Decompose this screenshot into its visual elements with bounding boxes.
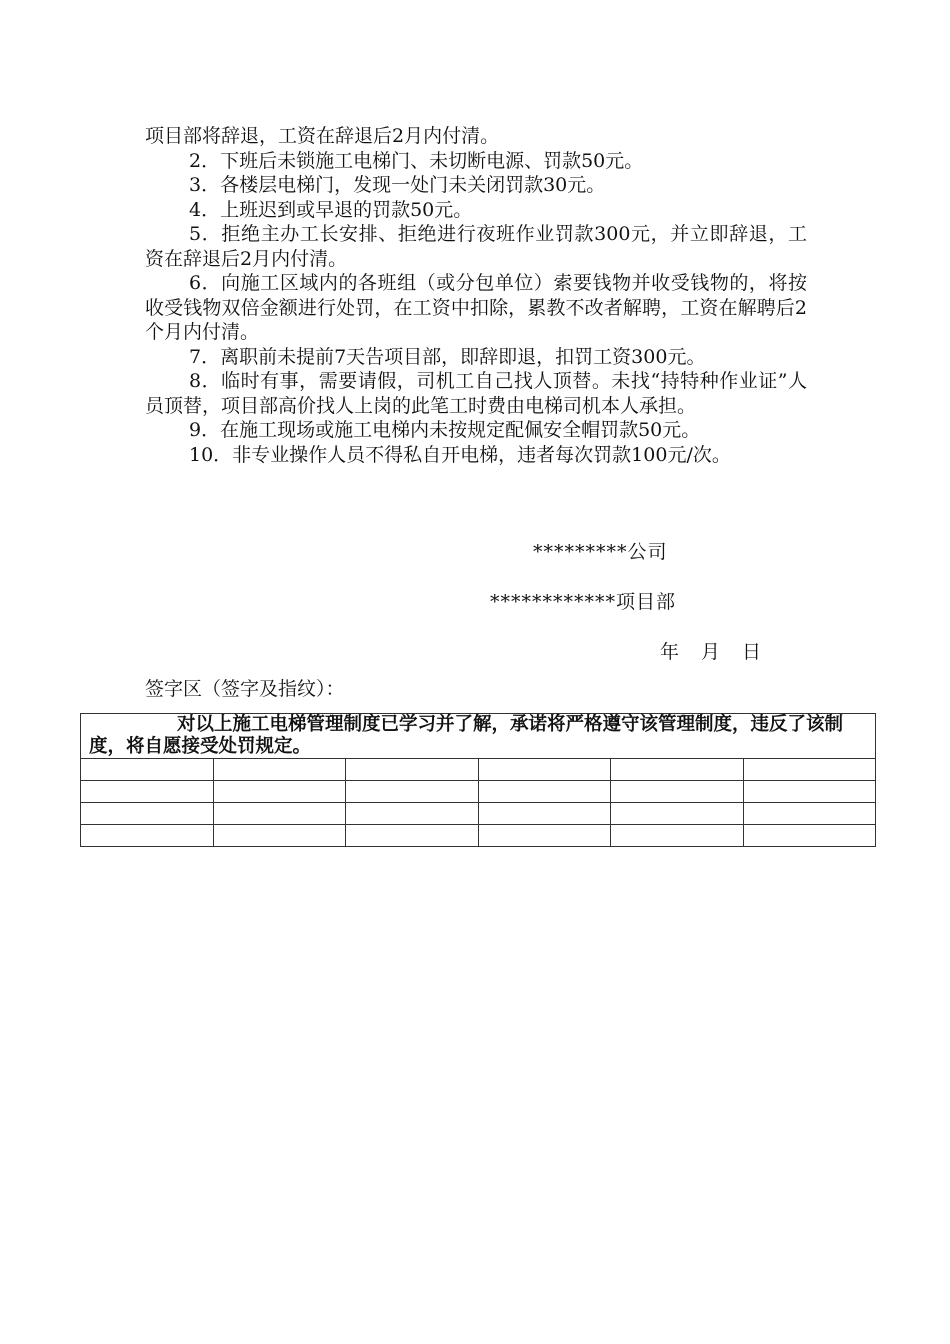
signature-cell[interactable] [346,781,479,803]
signature-cell[interactable] [743,825,876,847]
signature-cell[interactable] [346,803,479,825]
signature-table [80,713,876,847]
signature-cell[interactable] [478,825,611,847]
signature-cell[interactable] [478,781,611,803]
department-name: ************项目部 [490,591,677,613]
rule-item-6: 6．向施工区域内的各班组（或分包单位）索要钱物并收受钱物的，将按收受钱物双倍金额进行处罚，在工资中扣除，累教不改者解聘，工资在解聘后2个月内付清。 [145,272,807,343]
rule-item-2: 2．下班后未锁施工电梯门、未切断电源、罚款50元。 [189,149,644,172]
date-month: 月 [701,641,721,663]
signature-cell[interactable] [611,825,744,847]
signature-cell[interactable] [81,825,214,847]
signature-cell[interactable] [81,759,214,781]
signature-cell[interactable] [611,781,744,803]
signature-cell[interactable] [346,759,479,781]
signature-cell[interactable] [611,759,744,781]
signature-cell[interactable] [743,759,876,781]
rule-item-5: 5．拒绝主办工长安排、拒绝进行夜班作业罚款300元，并立即辞退，工资在辞退后2月内付清。 [145,223,807,270]
signature-cell[interactable] [346,825,479,847]
sign-area-label: 签字区（签字及指纹）： [145,678,345,700]
company-name: *********公司 [533,541,668,563]
signature-cell[interactable] [81,803,214,825]
rules-text [145,124,807,467]
signature-cell[interactable] [743,803,876,825]
signature-row [81,759,876,781]
signature-cell[interactable] [743,781,876,803]
rule-item-10: 10．非专业操作人员不得私自开电梯，违者每次罚款100元/次。 [189,443,731,466]
signature-cell[interactable] [478,803,611,825]
signature-cell[interactable] [611,803,744,825]
date-line [660,637,783,664]
date-year: 年 [660,641,680,663]
signature-cell[interactable] [478,759,611,781]
pledge-text: 对以上施工电梯管理制度已学习并了解，承诺将严格遵守该管理制度，违反了该制度，将自愿接受处罚规定。 [81,714,876,759]
rule-item-8: 8．临时有事，需要请假，司机工自己找人顶替。未找“持特种作业证”人员顶替，项目部高价找人上岗的此笔工时费由电梯司机本人承担。 [145,370,807,417]
signature-row [81,803,876,825]
date-day: 日 [742,641,762,663]
signature-cell[interactable] [213,781,346,803]
signature-cell[interactable] [81,781,214,803]
rule-item-3: 3．各楼层电梯门，发现一处门未关闭罚款30元。 [189,174,606,196]
signature-row [81,825,876,847]
signature-row [81,781,876,803]
signature-cell[interactable] [213,825,346,847]
rule-item-9: 9．在施工现场或施工电梯内未按规定配佩安全帽罚款50元。 [189,419,701,441]
rule-continuation: 项目部将辞退，工资在辞退后2月内付清。 [145,125,500,147]
rule-item-7: 7．离职前未提前7天告项目部，即辞即退，扣罚工资300元。 [189,345,706,368]
rule-item-4: 4．上班迟到或早退的罚款50元。 [189,198,473,221]
signature-cell[interactable] [213,759,346,781]
signature-cell[interactable] [213,803,346,825]
